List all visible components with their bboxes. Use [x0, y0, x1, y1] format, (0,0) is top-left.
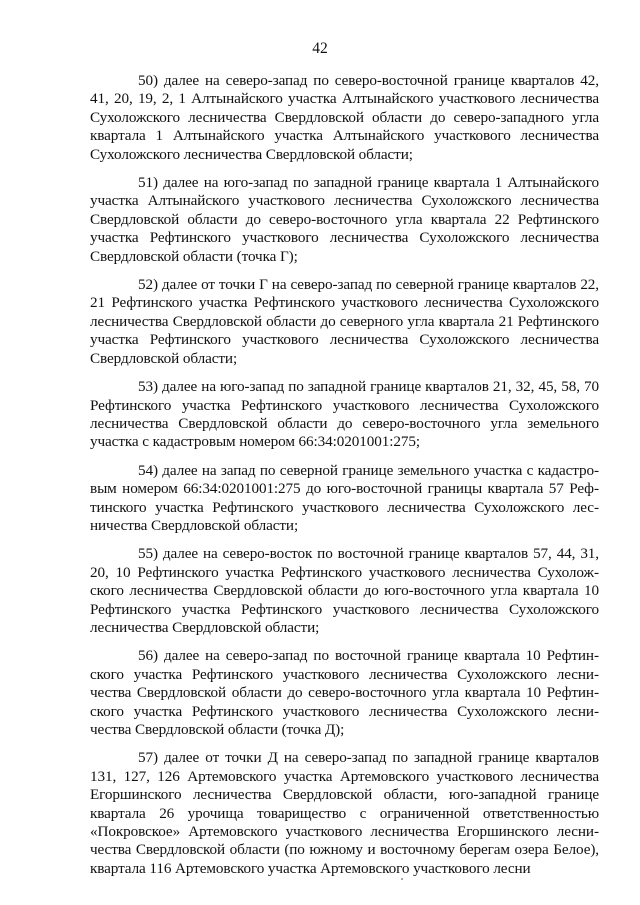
paragraph-50: 50) далее на северо-запад по северо-восточной границе кварталов 42, 41, 20, 19, 2, 1 Алтынайского участка Алтынайского участкового лесничества Сухоложского лесничества Свердловской области до северо-западного угла квартала 1 Алтынайского участка Алтынайского участкового лесничества Сухоложского лесничества Свердловской области;	[90, 72, 599, 163]
paragraph-53: 53) далее на юго-запад по западной границе кварталов 21, 32, 45, 58, 70 Рефтинского участка Рефтинского участкового лесничества Сухоложского лесничества Свердловской области до северо-восточного угла земельного участка с кадастровым номером 66:34:0201001:275;	[90, 378, 599, 451]
page-number: 42	[312, 40, 328, 57]
paragraph-56: 56) далее на северо-запад по восточной границе квартала 10 Рефтинского участка Рефтинского участкового лесничества Сухоложского лесничества Свердловской области до северо-восточного угла квартала 10 Рефтинского участка Рефтинского участкового лесничества Сухоложского лесничества Свердловской области (точка Д);	[90, 647, 599, 738]
paragraph-52: 52) далее от точки Г на северо-запад по северной границе кварталов 22, 21 Рефтинского участка Рефтинского участкового лесничества Сухоложского лесничества Свердловской области до северного угла квартала 21 Рефтинского участка Рефтинского участкового лесничества Сухоложского лесничества Свердловской области;	[90, 276, 599, 367]
paragraph-54: 54) далее на запад по северной границе земельного участка с кадастровым номером 66:34:0201001:275 до юго-восточной границы квартала 57 Рефтинского участка Рефтинского участкового лесничества Сухоложского лесничества Свердловской области;	[90, 461, 599, 534]
document-body	[90, 72, 599, 888]
paragraph-57: 57) далее от точки Д на северо-запад по западной границе кварталов 131, 127, 126 Артемовского участка Артемовского участкового лесничества Егоршинского лесничества Свердловской области, юго-западной границе квартала 26 урочища товарищество с ограниченной ответственностью «Покровское» Артемовского участкового лесничества Егоршинского лесничества Свердловской области (по южному и восточному берегам озера Белое), квартала 116 Артемовского участка Артемовского участкового лесни	[90, 749, 599, 877]
paragraph-51: 51) далее на юго-запад по западной границе квартала 1 Алтынайского участка Алтынайского участкового лесничества Сухоложского лесничества Свердловской области до северо-восточного угла квартала 22 Рефтинского участка Рефтинского участкового лесничества Сухоложского лесничества Свердловской области (точка Г);	[90, 174, 599, 265]
paragraph-55: 55) далее на северо-восток по восточной границе кварталов 57, 44, 31, 20, 10 Рефтинского участка Рефтинского участкового лесничества Сухоложского лесничества Свердловской области до юго-восточного угла квартала 10 Рефтинского участка Рефтинского участкового лесничества Сухоложского лесничества Свердловской области;	[90, 545, 599, 636]
scan-speck	[401, 878, 403, 880]
